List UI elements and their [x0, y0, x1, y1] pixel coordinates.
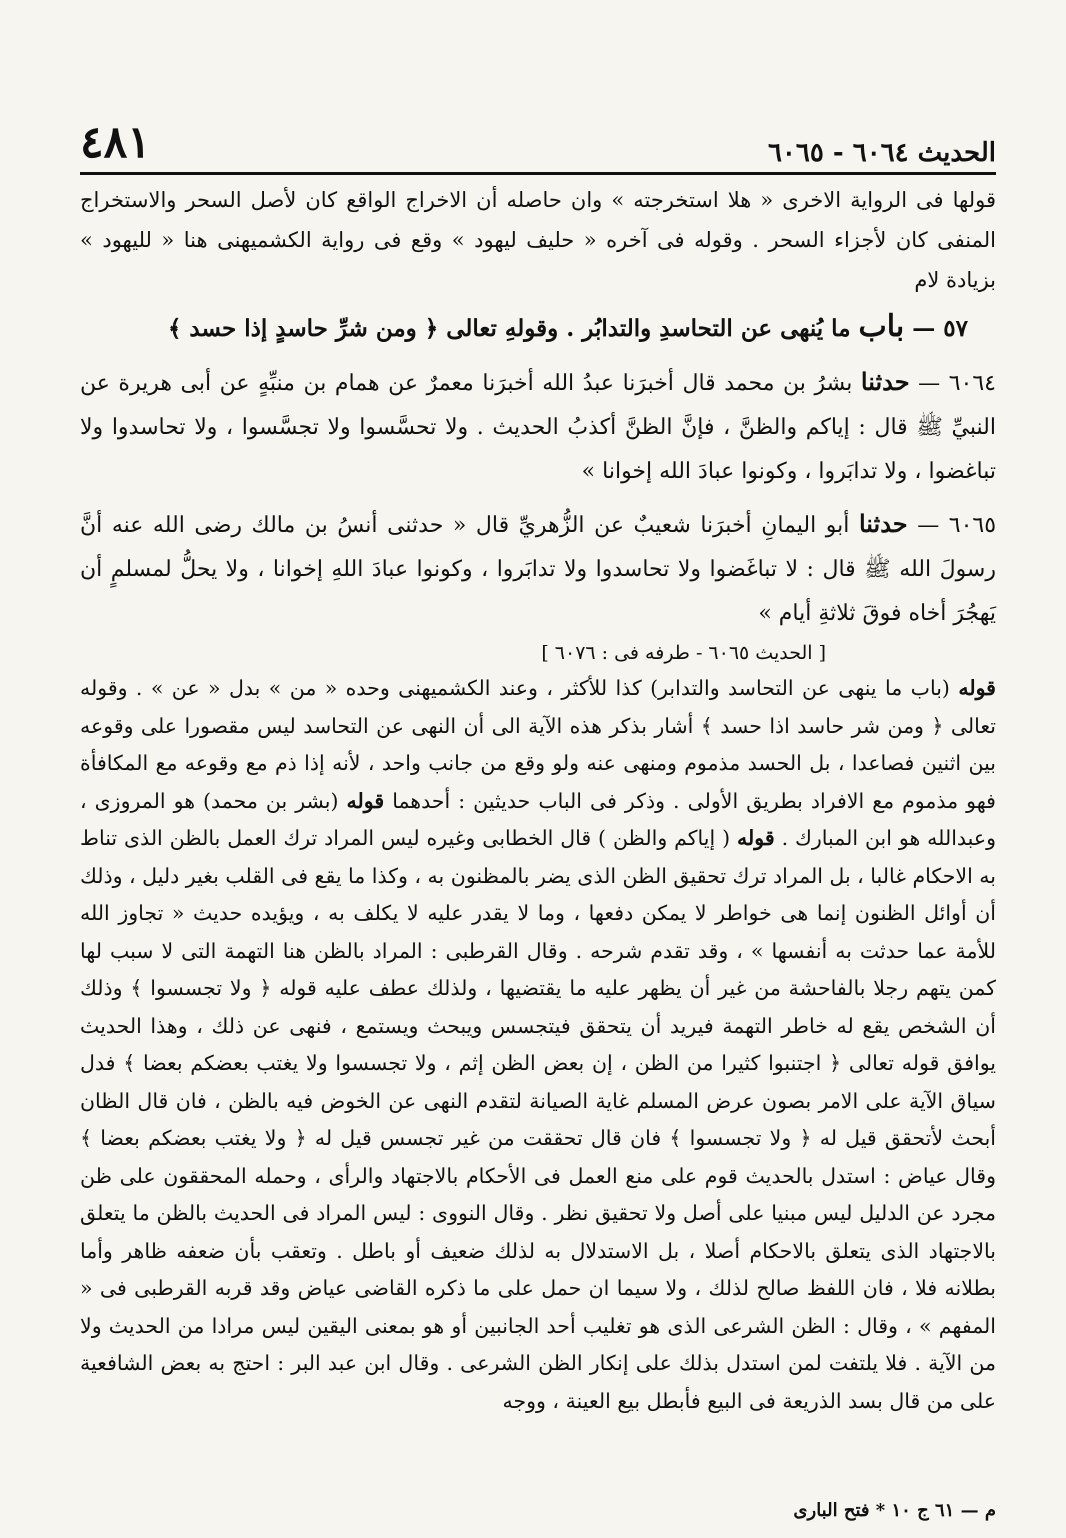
commentary-keyword: قوله: [346, 788, 385, 813]
chapter-heading: ٥٧ — باب ما يُنهى عن التحاسدِ والتدابُر . وقولهِ تعالى ﴿ ومن شرِّ حاسدٍ إذا حسد ﴾: [167, 309, 968, 344]
commentary-text: (بشر بن محمد) هو المروزى ، وعبدالله هو ابن المبارك .: [80, 788, 996, 850]
commentary-keyword: قوله: [737, 826, 775, 850]
hadith-number: ٦٠٦٥ —: [917, 513, 997, 538]
chapter-keyword: باب: [858, 309, 905, 344]
page-header: [80, 118, 996, 168]
page-body: [80, 180, 996, 1420]
hadith-6065: [80, 502, 996, 636]
chapter-number: ٥٧: [943, 315, 968, 342]
commentary: [80, 670, 996, 1420]
commentary-keyword: قوله: [958, 676, 996, 700]
page-footer: م — ٦١ ج ١٠ * فتح البارى: [793, 1500, 996, 1521]
hadith-number: ٦٠٦٤ —: [918, 371, 996, 396]
hadith-keyword: حدثنا: [860, 367, 910, 396]
hadith-keyword: حدثنا: [858, 509, 908, 538]
running-title: الحديث ٦٠٦٤ - ٦٠٦٥: [767, 138, 996, 168]
chapter-title: ما يُنهى عن التحاسدِ والتدابُر . وقولهِ تعالى ﴿ ومن شرِّ حاسدٍ إذا حسد ﴾: [167, 315, 851, 342]
commentary-text: ( إياكم والظن ) قال الخطابى وغيره ليس المراد ترك العمل بالظن الذى تناط به الاحكام غالبا ، بل المراد ترك تحقيق الظن الذى يضر بالمظنون به ، وكذا ما يقع فى القلب بغير دليل ، وذلك أن أوائل الظنون إنما هى خواطر لا يمكن دفعها ، وما لا يقدر عليه لا يكلف به ، ويؤيده حديث « تجاوز الله للأمة عما حدثت به أنفسها » ، وقد تقدم شرحه . وقال القرطبى : المراد بالظن هنا التهمة التى لا سبب لها كمن يتهم رجلا بالفاحشة من غير أن يظهر عليه ما يقتضيها ، ولذلك عطف عليه قوله ﴿ ولا تجسسوا ﴾ وذلك أن الشخص يقع له خاطر التهمة فيريد أن يتحقق فيتجسس ويبحث ويستمع ، فنهى عن ذلك ، وهذا الحديث يوافق قوله تعالى ﴿ اجتنبوا كثيرا من الظن ، إن بعض الظن إثم ، ولا تجسسوا ولا يغتب بعضكم بعضا ﴾ فدل سياق الآية على الامر بصون عرض المسلم غاية الصيانة لتقدم النهى عن الخوض فيه بالظن ، فان قال الظان أبحث لأتحقق قيل له ﴿ ولا تجسسوا ﴾ فان قال تحققت من غير تجسس قيل له ﴿ ولا يغتب بعضكم بعضا ﴾ وقال عياض : استدل بالحديث قوم على منع العمل فى الأحكام بالاجتهاد والرأى ، وحمله المحققون على ظن مجرد عن الدليل ليس مبنيا على أصل ولا تحقيق نظر . وقال النووى : ليس المراد فى الحديث بالظن ما يتعلق بالاجتهاد الذى يتعلق بالاحكام أصلا ، بل الاستدلال به لذلك ضعيف أو باطل . وتعقب بأن ضعفه ظاهر وأما بطلانه فلا ، فان اللفظ صالح لذلك ، ولا سيما ان حمل على ما ذكره القاضى عياض وقد قربه القرطبى فى « المفهم » ، وقال : الظن الشرعى الذى هو تغليب أحد الجانبين أو هو بمعنى اليقين ليس مرادا من الحديث ولا من الآية . فلا يلتفت لمن استدل بذلك على إنكار الظن الشرعى . وقال ابن عبد البر : احتج به بعض الشافعية على من قال بسد الذريعة فى البيع فأبطل بيع العينة ، ووجه: [79, 826, 996, 1413]
hadith-text: بشرُ بن محمد قال أخبرَنا عبدُ الله أخبرَنا معمرٌ عن همام بن منبِّهٍ عن أبى هريرة عن النبيِّ ﷺ قال : إياكم والظنَّ ، فإنَّ الظنَّ أكذبُ الحديث . ولا تحسَّسوا ولا تجسَّسوا ، ولا تحاسدوا ولا تباغضوا ، ولا تدابَروا ، وكونوا عبادَ الله إخوانا »: [80, 371, 996, 484]
commentary-text: (باب ما ينهى عن التحاسد والتدابر) كذا للأكثر ، وعند الكشميهنى وحده « من » بدل « عن » . وقوله تعالى ﴿ ومن شر حاسد اذا حسد ﴾ أشار بذكر هذه الآية الى أن النهى عن التحاسد ليس مقصورا على وقوعه بين اثنين فصاعدا ، بل الحسد مذموم ومنهى عنه ولو وقع من جانب واحد ، لأنه إذا ذم مع وقوعه مع المكافأة فهو مذموم مع الافراد بطريق الأولى . وذكر فى الباب حديثين : أحدهما: [80, 676, 996, 813]
continued-paragraph: قولها فى الرواية الاخرى « هلا استخرجته » وان حاصله أن الاخراج الواقع كان لأصل السحر والاستخراج المنفى كان لأجزاء السحر . وقوله فى آخره « حليف ليهود » وقع فى رواية الكشميهنى هنا « لليهود » بزيادة لام: [80, 188, 996, 292]
page-number: ٤٨١: [80, 117, 151, 168]
hadith-6064: [80, 360, 996, 494]
cross-reference: [ الحديث ٦٠٦٥ - طرفه فى : ٦٠٧٦ ]: [541, 642, 826, 664]
hadith-text: أبو اليمانِ أخبرَنا شعيبٌ عن الزُّهريِّ قال « حدثنى أنسُ بن مالك رضى الله عنه أنَّ رسولَ الله ﷺ قال : لا تباغَضوا ولا تحاسدوا ولا تدابَروا ، وكونوا عبادَ اللهِ إخوانا ، ولا يحلُّ لمسلمٍ أن يَهجُرَ أخاه فوقَ ثلاثةِ أيام »: [80, 513, 996, 626]
header-rule: [80, 172, 996, 175]
